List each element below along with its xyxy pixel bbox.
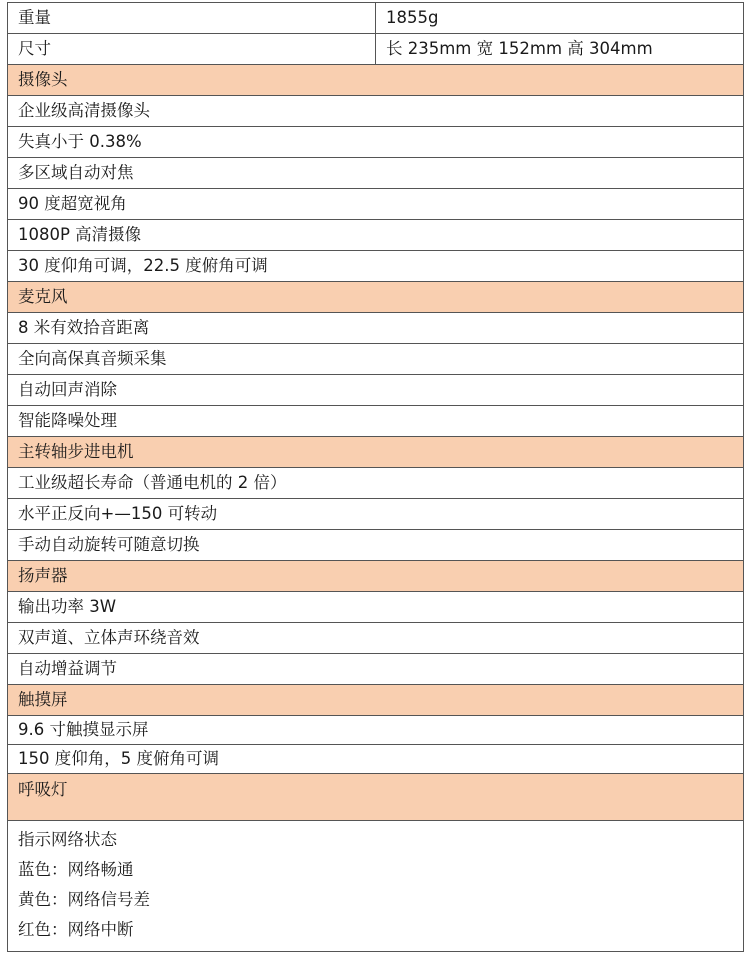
list-item [8,313,744,344]
list-item [8,745,744,774]
list-item [8,375,744,406]
weight-value: 1855g [376,3,744,34]
breathing-light-item: 红色：网络中断 [18,920,134,939]
section-header-breathing-light [8,774,744,821]
section-title: 呼吸灯 [8,774,744,821]
list-item [8,654,744,685]
camera-item: 企业级高清摄像头 [8,96,744,127]
motor-item: 手动自动旋转可随意切换 [8,530,744,561]
section-title: 主转轴步进电机 [8,437,744,468]
list-item [8,468,744,499]
spec-table [7,2,744,952]
motor-item: 工业级超长寿命（普通电机的 2 倍） [8,468,744,499]
section-header-speaker [8,561,744,592]
list-item [8,406,744,437]
list-item [8,623,744,654]
list-item [8,96,744,127]
list-item [8,189,744,220]
breathing-light-items [8,821,744,952]
section-title: 麦克风 [8,282,744,313]
camera-item: 1080P 高清摄像 [8,220,744,251]
speaker-item: 双声道、立体声环绕音效 [8,623,744,654]
list-item [8,344,744,375]
list-item [8,530,744,561]
breathing-light-item: 黄色：网络信号差 [18,890,150,909]
list-item [8,821,744,952]
section-title: 摄像头 [8,65,744,96]
list-item [8,127,744,158]
weight-label: 重量 [8,3,376,34]
list-item [8,716,744,745]
spec-row-size [8,34,744,65]
section-header-motor [8,437,744,468]
speaker-item: 自动增益调节 [8,654,744,685]
touchscreen-item: 9.6 寸触摸显示屏 [8,716,744,745]
camera-item: 失真小于 0.38% [8,127,744,158]
camera-item: 90 度超宽视角 [8,189,744,220]
spec-row-weight [8,3,744,34]
section-header-microphone [8,282,744,313]
section-header-touchscreen [8,685,744,716]
camera-item: 多区域自动对焦 [8,158,744,189]
microphone-item: 8 米有效拾音距离 [8,313,744,344]
list-item [8,499,744,530]
section-header-camera [8,65,744,96]
section-title: 触摸屏 [8,685,744,716]
list-item [8,220,744,251]
microphone-item: 自动回声消除 [8,375,744,406]
list-item [8,251,744,282]
microphone-item: 智能降噪处理 [8,406,744,437]
breathing-light-item: 指示网络状态 [18,830,117,849]
microphone-item: 全向高保真音频采集 [8,344,744,375]
motor-item: 水平正反向+—150 可转动 [8,499,744,530]
list-item [8,158,744,189]
section-title: 扬声器 [8,561,744,592]
speaker-item: 输出功率 3W [8,592,744,623]
touchscreen-item: 150 度仰角，5 度俯角可调 [8,745,744,774]
size-label: 尺寸 [8,34,376,65]
list-item [8,592,744,623]
camera-item: 30 度仰角可调，22.5 度俯角可调 [8,251,744,282]
size-value: 长 235mm 宽 152mm 高 304mm [376,34,744,65]
breathing-light-item: 蓝色：网络畅通 [18,860,134,879]
